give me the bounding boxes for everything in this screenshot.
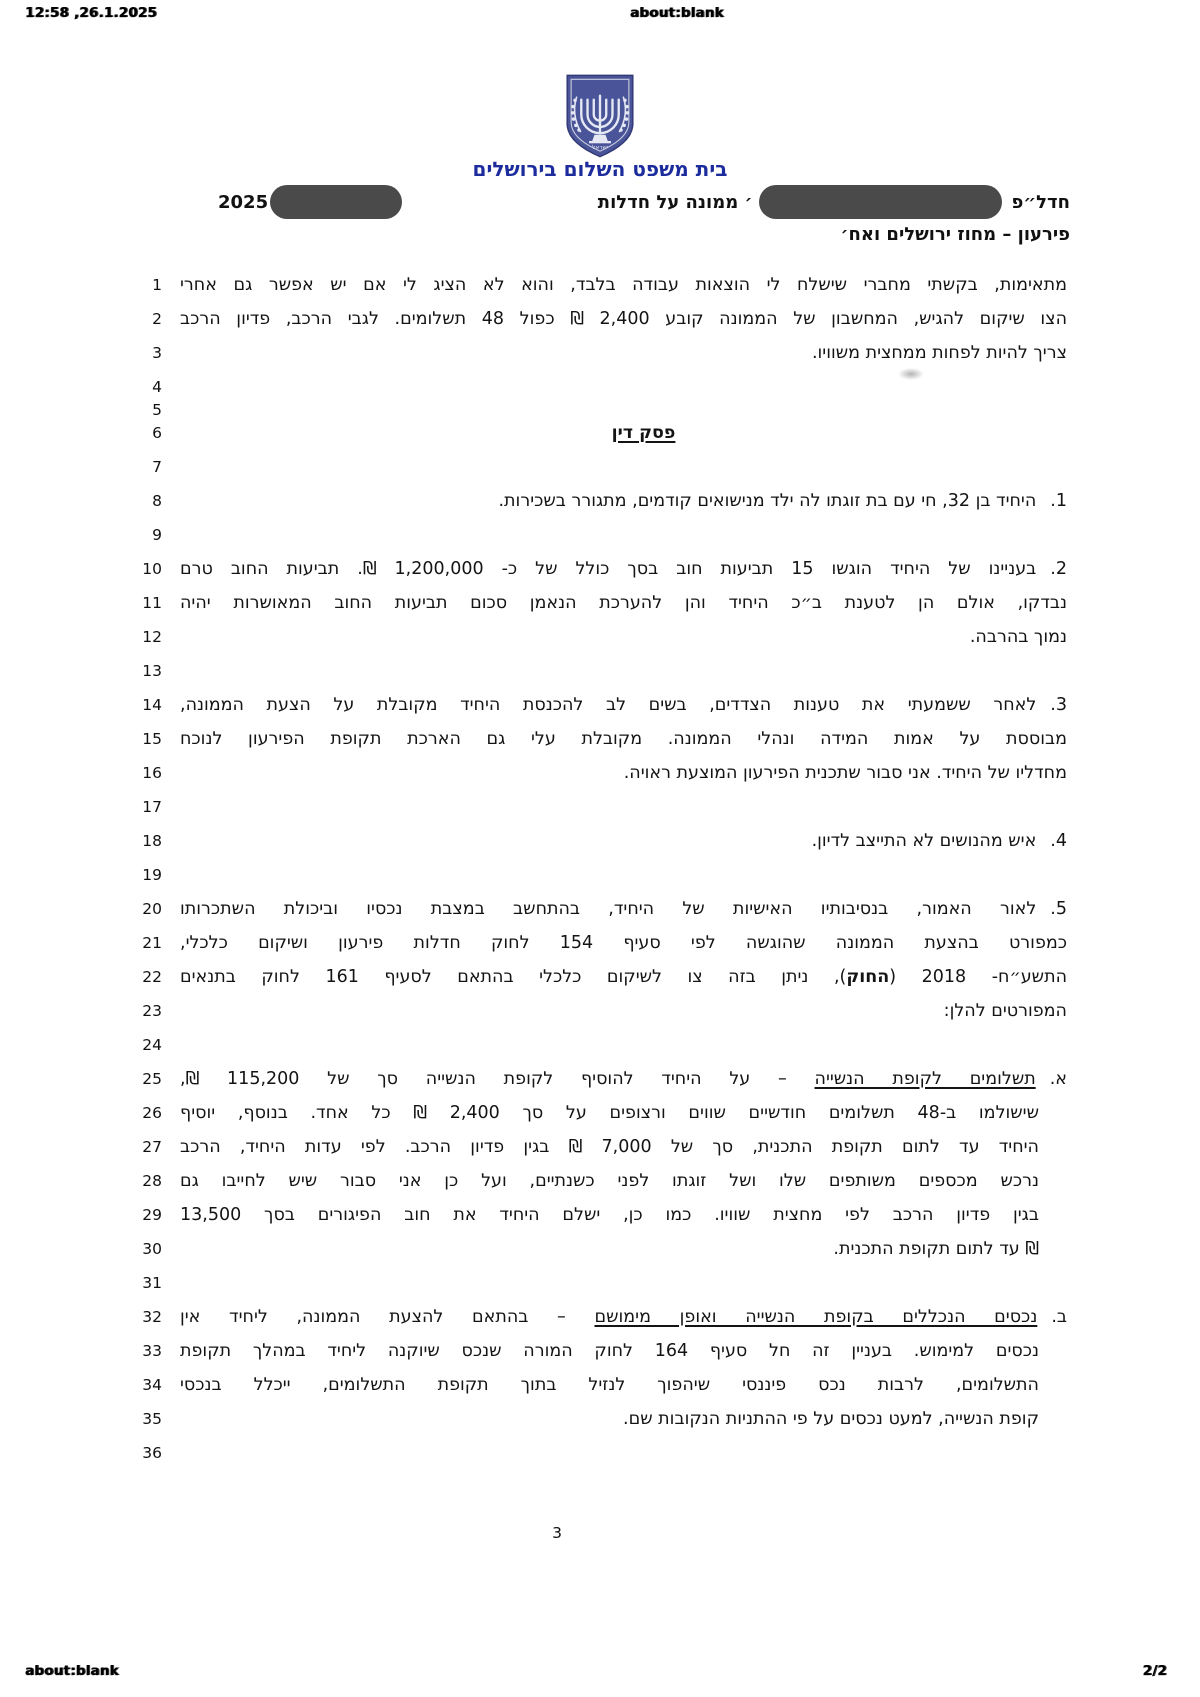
document-line	[0, 654, 1200, 688]
text-segment: נרכש מכספים משותפים שלו ושל זוגתו לפני כשנתיים, ועל כן אני סבור שיש לחייבו גם	[180, 1171, 1039, 1191]
line-text	[180, 1334, 1039, 1368]
line-number: 22	[142, 968, 162, 986]
line-number: 1	[152, 276, 162, 294]
text-segment: צריך להיות לפחות ממחצית משוויו.	[811, 343, 1067, 363]
document-line	[0, 450, 1200, 484]
redaction-box	[270, 185, 402, 219]
list-marker: 5.	[1050, 899, 1067, 919]
text-segment: מבוססת על אמות המידה ונהלי הממונה. מקובלת עלי גם הארכת תקופת הפירעון לנוכח	[180, 729, 1067, 749]
line-text	[180, 722, 1067, 756]
line-number: 12	[142, 628, 162, 646]
line-text	[180, 1402, 1039, 1436]
case-header-row2: פירעון – מחוז ירושלים ואח׳	[840, 224, 1070, 245]
document-line	[0, 1300, 1200, 1334]
text-segment: החוק	[846, 967, 890, 987]
line-number: 25	[142, 1070, 162, 1088]
line-text	[180, 824, 1067, 858]
document-line	[0, 393, 1200, 419]
document-line	[0, 586, 1200, 620]
line-text	[180, 1096, 1039, 1130]
document-line	[0, 552, 1200, 586]
line-number: 34	[142, 1376, 162, 1394]
list-marker: 3.	[1050, 695, 1067, 715]
text-segment: נמוך בהרבה.	[969, 627, 1067, 647]
case-suffix: ׳ ממונה על חדלות	[597, 191, 753, 213]
document-line	[0, 960, 1200, 994]
text-segment: המפורטים להלן:	[943, 1001, 1067, 1021]
line-text	[180, 1062, 1067, 1096]
list-marker: א.	[1049, 1069, 1067, 1089]
list-marker: ב.	[1051, 1307, 1068, 1327]
text-segment: הצו שיקום להגיש, המחשבון של הממונה קובע 2,400 ₪ כפול 48 תשלומים. לגבי הרכב, פדיון הרכב	[180, 309, 1068, 329]
line-number: 16	[142, 764, 162, 782]
document-line	[0, 336, 1200, 370]
line-number: 4	[152, 378, 162, 396]
print-header-url: about:blank	[630, 5, 724, 21]
document-line	[0, 1334, 1200, 1368]
document-line	[0, 1402, 1200, 1436]
line-text	[180, 1300, 1067, 1334]
text-segment: לאור האמור, בנסיבותיו האישיות של היחיד, בהתחשב במצבת נכסיו וביכולת השתכרותו	[180, 899, 1037, 919]
print-footer-url: about:blank	[25, 1663, 119, 1679]
line-number: 32	[142, 1308, 162, 1326]
line-text	[180, 552, 1067, 586]
text-segment: איש מהנושים לא התייצב לדיון.	[811, 831, 1037, 851]
print-timestamp: 12:58 ,26.1.2025	[25, 5, 158, 21]
line-text	[180, 960, 1067, 994]
document-line	[0, 1368, 1200, 1402]
text-segment: נבדקו, אולם הן לטענת ב״כ היחיד והן להערכת הנאמן סכום תביעות החוב המאושרות יהיה	[180, 593, 1067, 613]
line-text	[180, 586, 1067, 620]
line-number: 35	[142, 1410, 162, 1428]
line-text	[220, 416, 1067, 450]
line-number: 13	[142, 662, 162, 680]
line-number: 21	[142, 934, 162, 952]
text-segment: נכסים הנכללים בקופת הנשייה ואופן מימושם	[594, 1307, 1038, 1327]
line-text	[180, 892, 1067, 926]
emblem-caption: ישראל	[592, 145, 608, 152]
line-text	[180, 756, 1067, 790]
line-number: 14	[142, 696, 162, 714]
document-line	[0, 756, 1200, 790]
line-text	[180, 1130, 1039, 1164]
line-text	[180, 336, 1067, 370]
text-segment: מתאימות, בקשתי מחברי שישלח לי הוצאות עבודה בלבד, והוא לא הציג לי אם יש אפשר גם אחרי	[180, 275, 1067, 295]
line-number: 28	[142, 1172, 162, 1190]
line-number: 33	[142, 1342, 162, 1360]
line-text	[180, 688, 1067, 722]
text-segment: קופת הנשייה, למעט נכסים על פי ההתניות הנקובות שם.	[623, 1409, 1039, 1429]
line-text	[180, 302, 1067, 336]
line-text	[180, 1232, 1039, 1266]
print-page-counter: 2/2	[1142, 1663, 1167, 1679]
document-line	[0, 1028, 1200, 1062]
israel-emblem-icon	[561, 72, 639, 160]
document-line	[0, 268, 1200, 302]
text-segment: – בהתאם להצעת הממונה, ליחיד אין	[180, 1307, 595, 1327]
list-marker: 4.	[1050, 831, 1067, 851]
court-name: בית משפט השלום בירושלים	[472, 157, 728, 181]
line-number: 6	[152, 424, 162, 442]
line-number: 36	[142, 1444, 162, 1462]
line-number: 17	[142, 798, 162, 816]
line-text	[180, 620, 1067, 654]
text-segment: בגין פדיון הרכב לפי מחצית שוויו. כמו כן, ישלם היחיד את חוב הפיגורים בסך 13,500	[180, 1205, 1039, 1225]
list-marker: 1.	[1050, 491, 1067, 511]
document-line	[0, 1130, 1200, 1164]
line-number: 3	[152, 344, 162, 362]
text-segment: – על היחיד להוסיף לקופת הנשייה סך של 115,200 ₪,	[180, 1069, 815, 1089]
document-line	[0, 302, 1200, 336]
redaction-box	[759, 185, 1002, 219]
text-segment: שישולמו ב-48 תשלומים חודשיים שווים ורצופים על סך 2,400 ₪ כל אחד. בנוסף, יוסיף	[180, 1103, 1039, 1123]
text-segment: התשע״ח- 2018 (	[889, 967, 1068, 987]
line-text	[180, 484, 1067, 518]
document-line	[0, 484, 1200, 518]
text-segment: ₪ עד לתום תקופת התכנית.	[833, 1239, 1039, 1259]
text-segment: לאחר ששמעתי את טענות הצדדים, בשים לב להכנסת היחיד מקובלת על הצעת הממונה,	[180, 695, 1037, 715]
document-line	[0, 824, 1200, 858]
line-number: 5	[152, 401, 162, 419]
line-number: 11	[142, 594, 162, 612]
line-number: 20	[142, 900, 162, 918]
text-segment: היחיד בן 32, חי עם בת זוגתו לה ילד מנישואים קודמים, מתגורר בשכירות.	[498, 491, 1037, 511]
line-number: 2	[152, 310, 162, 328]
line-number: 8	[152, 492, 162, 510]
line-text	[180, 926, 1067, 960]
text-segment: בעניינו של היחיד הוגשו 15 תביעות חוב בסך כולל של כ- 1,200,000 ₪. תביעות החוב טרם	[180, 559, 1037, 579]
document-line	[0, 416, 1200, 450]
text-segment: מחדליו של היחיד. אני סבור שתכנית הפירעון המוצעת ראויה.	[623, 763, 1067, 783]
document-line	[0, 892, 1200, 926]
document-line	[0, 1266, 1200, 1300]
document-line	[0, 858, 1200, 892]
case-year: 2025	[218, 191, 269, 213]
line-number: 26	[142, 1104, 162, 1122]
document-line	[0, 370, 1200, 396]
text-segment: ), ניתן בזה צו לשיקום כלכלי בהתאם לסעיף 161 לחוק בתנאים	[180, 967, 847, 987]
document-line	[0, 518, 1200, 552]
text-segment: היחיד עד לתום תקופת התכנית, סך של 7,000 ₪ בגין פדיון הרכב. לפי עדות היחיד, הרכב	[180, 1137, 1039, 1157]
line-text	[180, 1198, 1039, 1232]
line-number: 24	[142, 1036, 162, 1054]
text-segment: תשלומים לקופת הנשייה	[814, 1069, 1036, 1089]
document-line	[0, 1198, 1200, 1232]
document-line	[0, 620, 1200, 654]
text-segment: פסק דין	[611, 423, 676, 443]
text-segment: התשלומים, לרבות נכס פיננסי שיהפוך לנזיל בתוך תקופת התשלומים, ייכלל בנכסי	[180, 1375, 1039, 1395]
line-number: 7	[152, 458, 162, 476]
document-line	[0, 790, 1200, 824]
document-line	[0, 722, 1200, 756]
line-number: 9	[152, 526, 162, 544]
document-line	[0, 688, 1200, 722]
line-number: 18	[142, 832, 162, 850]
document-line	[0, 1062, 1200, 1096]
line-number: 10	[142, 560, 162, 578]
line-text	[180, 1368, 1039, 1402]
text-segment: כמפורט בהצעת הממונה שהוגשה לפי סעיף 154 לחוק חדלות פירעון ושיקום כלכלי,	[180, 933, 1068, 953]
document-line	[0, 1164, 1200, 1198]
line-number: 30	[142, 1240, 162, 1258]
document-line	[0, 1232, 1200, 1266]
line-text	[180, 1164, 1039, 1198]
case-header	[0, 184, 1200, 250]
document-line	[0, 994, 1200, 1028]
case-prefix: חדל״פ	[1011, 191, 1070, 213]
line-number: 31	[142, 1274, 162, 1292]
line-number: 19	[142, 866, 162, 884]
text-segment: נכסים למימוש. בעניין זה חל סעיף 164 לחוק המורה שנכס שיוקנה ליחיד במהלך תקופת	[180, 1341, 1039, 1361]
document-body	[0, 268, 1200, 1470]
line-number: 15	[142, 730, 162, 748]
line-number: 23	[142, 1002, 162, 1020]
case-number-group	[598, 185, 1070, 219]
document-line	[0, 926, 1200, 960]
line-text	[180, 994, 1067, 1028]
line-number: 27	[142, 1138, 162, 1156]
case-year-group	[218, 185, 402, 219]
document-line	[0, 1436, 1200, 1470]
list-marker: 2.	[1050, 559, 1068, 579]
case-header-row1	[0, 184, 1200, 220]
document-line	[0, 1096, 1200, 1130]
line-number: 29	[142, 1206, 162, 1224]
line-text	[180, 268, 1067, 302]
page-number: 3	[552, 1524, 562, 1542]
